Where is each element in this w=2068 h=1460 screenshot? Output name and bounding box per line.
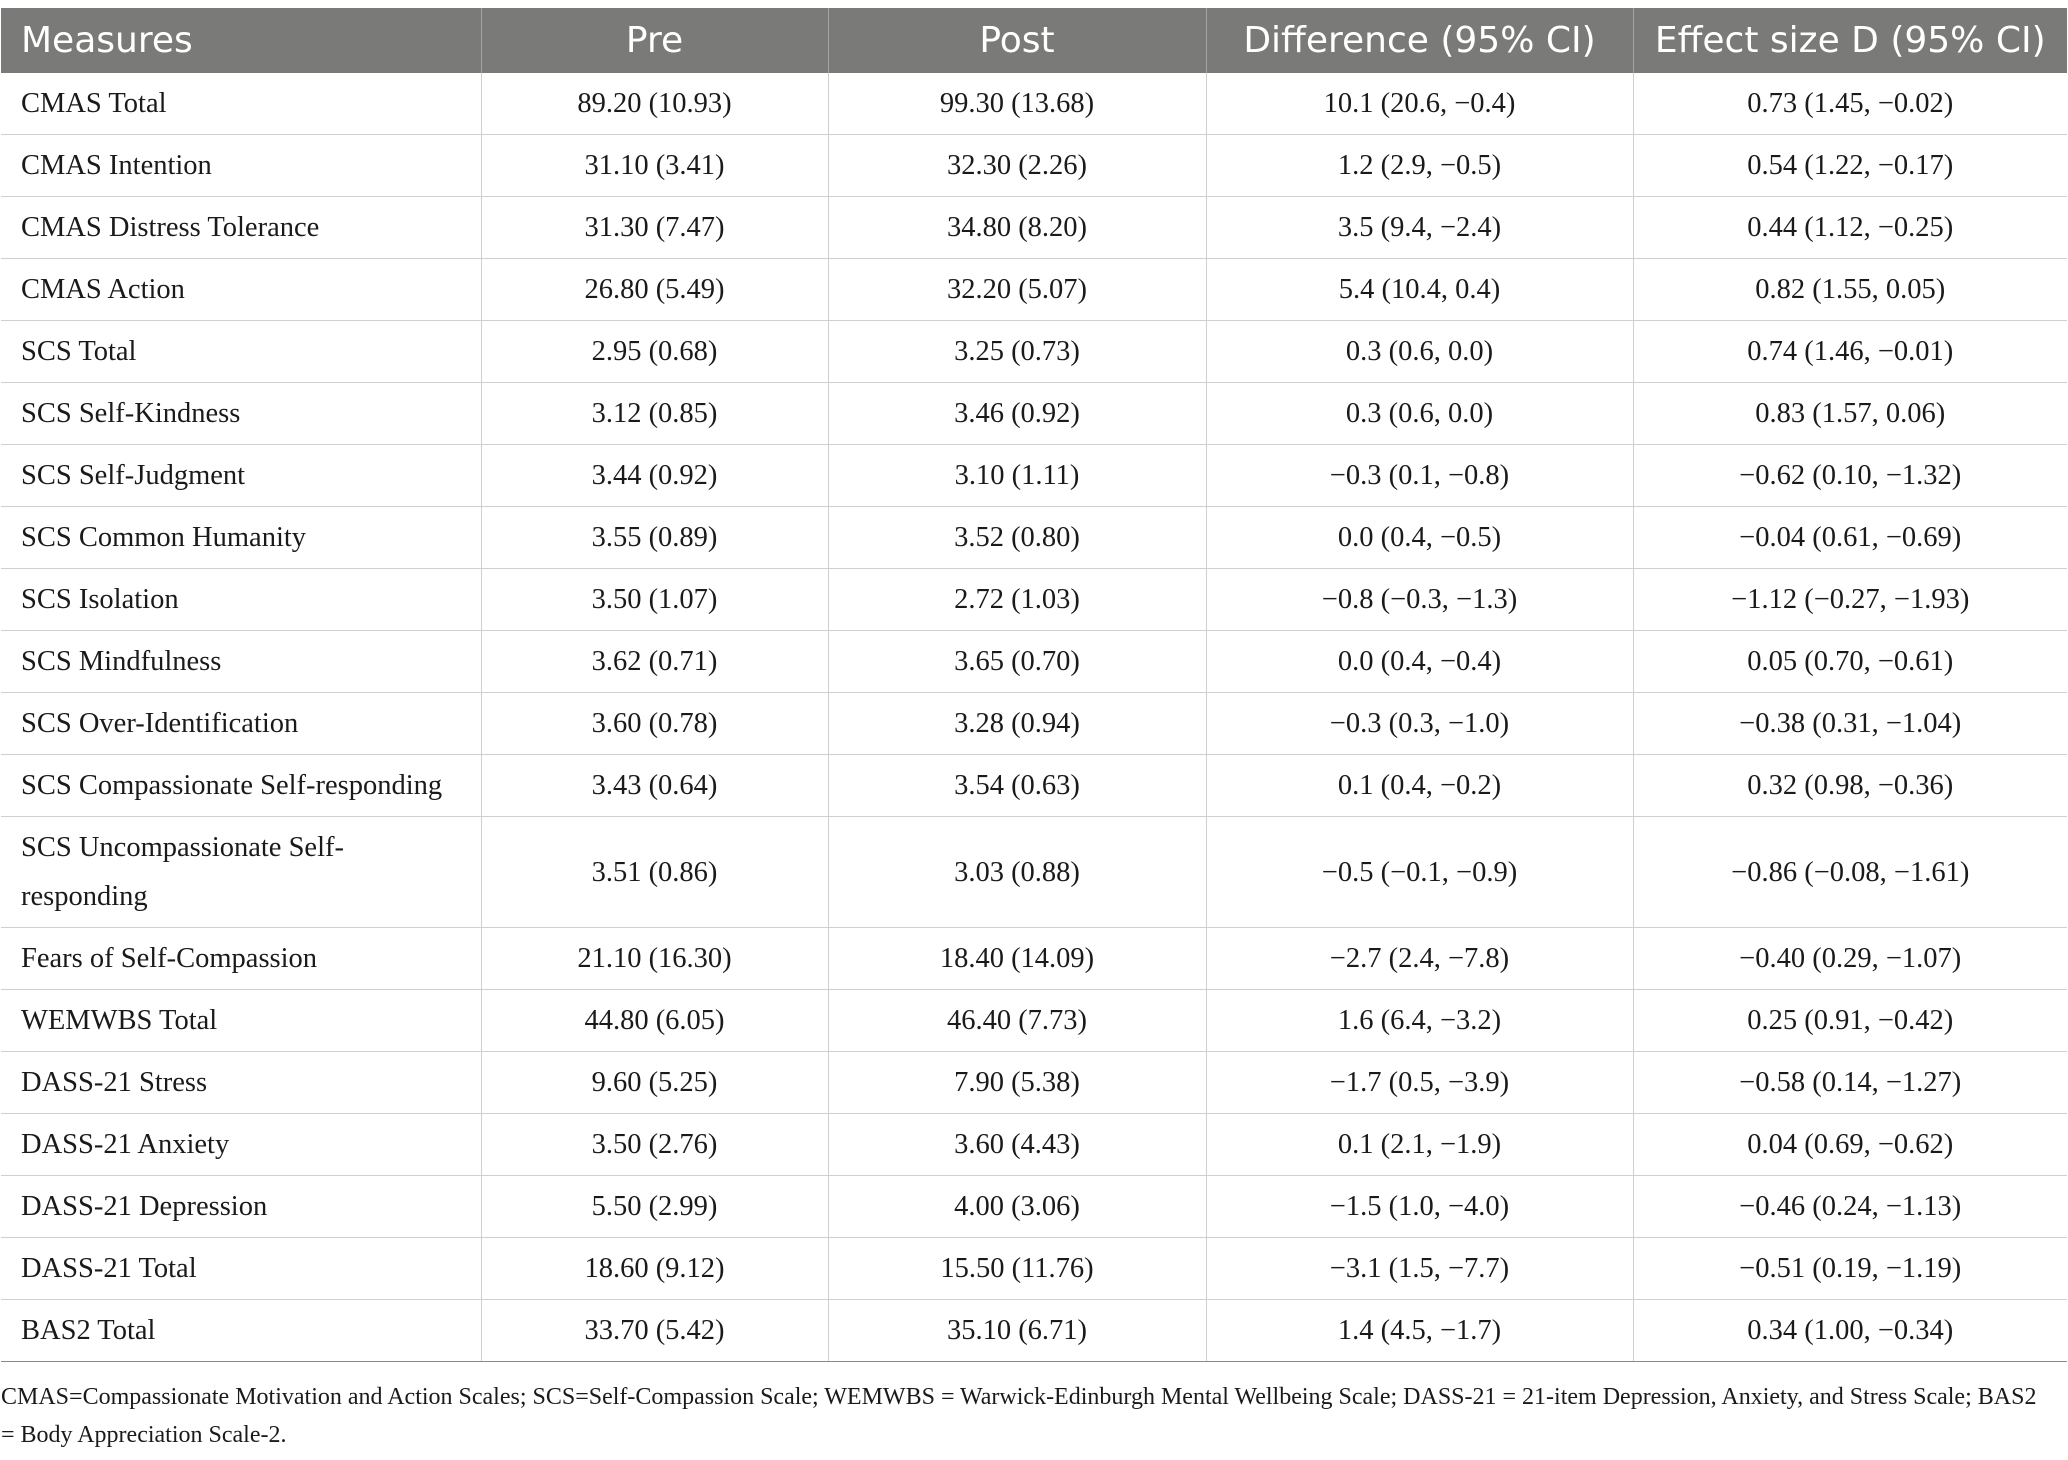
results-table [1, 8, 2067, 1362]
pre-cell: 3.62 (0.71) [481, 631, 828, 693]
measure-cell: CMAS Action [1, 259, 481, 321]
post-cell: 15.50 (11.76) [828, 1238, 1206, 1300]
post-cell: 99.30 (13.68) [828, 73, 1206, 135]
measure-cell: SCS Self-Judgment [1, 445, 481, 507]
difference-cell: −0.3 (0.3, −1.0) [1206, 693, 1633, 755]
table-row [1, 1300, 2067, 1362]
table-row [1, 631, 2067, 693]
table-header [1, 8, 2067, 73]
difference-cell: 0.1 (2.1, −1.9) [1206, 1114, 1633, 1176]
pre-cell: 18.60 (9.12) [481, 1238, 828, 1300]
header-measures: Measures [1, 8, 481, 73]
effect-size-cell: −1.12 (−0.27, −1.93) [1633, 569, 2067, 631]
post-cell: 3.25 (0.73) [828, 321, 1206, 383]
measure-cell: SCS Total [1, 321, 481, 383]
header-difference: Difference (95% CI) [1206, 8, 1633, 73]
pre-cell: 3.60 (0.78) [481, 693, 828, 755]
table-row [1, 1238, 2067, 1300]
difference-cell: 1.6 (6.4, −3.2) [1206, 990, 1633, 1052]
table-row [1, 259, 2067, 321]
measure-cell: SCS Compassionate Self-responding [1, 755, 481, 817]
measure-cell: DASS-21 Anxiety [1, 1114, 481, 1176]
table-row [1, 928, 2067, 990]
difference-cell: 1.4 (4.5, −1.7) [1206, 1300, 1633, 1362]
table-row [1, 507, 2067, 569]
table-row [1, 445, 2067, 507]
header-row [1, 8, 2067, 73]
table-row [1, 990, 2067, 1052]
effect-size-cell: −0.58 (0.14, −1.27) [1633, 1052, 2067, 1114]
post-cell: 3.65 (0.70) [828, 631, 1206, 693]
difference-cell: −2.7 (2.4, −7.8) [1206, 928, 1633, 990]
results-table-container [1, 8, 2067, 1362]
post-cell: 3.54 (0.63) [828, 755, 1206, 817]
post-cell: 3.60 (4.43) [828, 1114, 1206, 1176]
pre-cell: 33.70 (5.42) [481, 1300, 828, 1362]
effect-size-cell: 0.54 (1.22, −0.17) [1633, 135, 2067, 197]
effect-size-cell: −0.86 (−0.08, −1.61) [1633, 817, 2067, 928]
table-row [1, 197, 2067, 259]
measure-cell: SCS Over-Identification [1, 693, 481, 755]
difference-cell: 3.5 (9.4, −2.4) [1206, 197, 1633, 259]
pre-cell: 9.60 (5.25) [481, 1052, 828, 1114]
difference-cell: 10.1 (20.6, −0.4) [1206, 73, 1633, 135]
header-pre: Pre [481, 8, 828, 73]
pre-cell: 3.12 (0.85) [481, 383, 828, 445]
effect-size-cell: −0.51 (0.19, −1.19) [1633, 1238, 2067, 1300]
difference-cell: 1.2 (2.9, −0.5) [1206, 135, 1633, 197]
pre-cell: 3.51 (0.86) [481, 817, 828, 928]
pre-cell: 26.80 (5.49) [481, 259, 828, 321]
pre-cell: 31.30 (7.47) [481, 197, 828, 259]
difference-cell: 0.0 (0.4, −0.5) [1206, 507, 1633, 569]
header-effect-size: Effect size D (95% CI) [1633, 8, 2067, 73]
measure-cell: SCS Common Humanity [1, 507, 481, 569]
difference-cell: 0.3 (0.6, 0.0) [1206, 383, 1633, 445]
post-cell: 18.40 (14.09) [828, 928, 1206, 990]
post-cell: 3.10 (1.11) [828, 445, 1206, 507]
pre-cell: 5.50 (2.99) [481, 1176, 828, 1238]
measure-cell: DASS-21 Total [1, 1238, 481, 1300]
measure-cell: DASS-21 Stress [1, 1052, 481, 1114]
effect-size-cell: −0.38 (0.31, −1.04) [1633, 693, 2067, 755]
effect-size-cell: 0.32 (0.98, −0.36) [1633, 755, 2067, 817]
post-cell: 32.20 (5.07) [828, 259, 1206, 321]
measure-cell: DASS-21 Depression [1, 1176, 481, 1238]
difference-cell: −1.5 (1.0, −4.0) [1206, 1176, 1633, 1238]
effect-size-cell: 0.34 (1.00, −0.34) [1633, 1300, 2067, 1362]
measure-cell: CMAS Intention [1, 135, 481, 197]
table-row [1, 135, 2067, 197]
effect-size-cell: 0.73 (1.45, −0.02) [1633, 73, 2067, 135]
post-cell: 46.40 (7.73) [828, 990, 1206, 1052]
measure-cell: SCS Uncompassionate Self-responding [1, 817, 481, 928]
post-cell: 3.52 (0.80) [828, 507, 1206, 569]
table-row [1, 1176, 2067, 1238]
table-row [1, 755, 2067, 817]
pre-cell: 21.10 (16.30) [481, 928, 828, 990]
table-row [1, 1052, 2067, 1114]
measure-cell: SCS Mindfulness [1, 631, 481, 693]
measure-cell: CMAS Distress Tolerance [1, 197, 481, 259]
table-footnote: CMAS=Compassionate Motivation and Action Scales; SCS=Self-Compassion Scale; WEMWBS = Warwick-Edinburgh Mental Wellbeing Scale; DASS-21 = 21-item Depression, Anxiety, and Stress Scale; BAS2 = Body Appreciation Scale-2. [1, 1384, 2037, 1448]
effect-size-cell: 0.83 (1.57, 0.06) [1633, 383, 2067, 445]
effect-size-cell: −0.46 (0.24, −1.13) [1633, 1176, 2067, 1238]
difference-cell: 0.1 (0.4, −0.2) [1206, 755, 1633, 817]
post-cell: 35.10 (6.71) [828, 1300, 1206, 1362]
difference-cell: 0.3 (0.6, 0.0) [1206, 321, 1633, 383]
post-cell: 3.46 (0.92) [828, 383, 1206, 445]
table-row [1, 817, 2067, 928]
post-cell: 7.90 (5.38) [828, 1052, 1206, 1114]
difference-cell: −3.1 (1.5, −7.7) [1206, 1238, 1633, 1300]
pre-cell: 2.95 (0.68) [481, 321, 828, 383]
table-row [1, 693, 2067, 755]
table-row [1, 73, 2067, 135]
effect-size-cell: 0.25 (0.91, −0.42) [1633, 990, 2067, 1052]
difference-cell: −1.7 (0.5, −3.9) [1206, 1052, 1633, 1114]
table-row [1, 1114, 2067, 1176]
post-cell: 4.00 (3.06) [828, 1176, 1206, 1238]
table-row [1, 321, 2067, 383]
effect-size-cell: 0.44 (1.12, −0.25) [1633, 197, 2067, 259]
pre-cell: 31.10 (3.41) [481, 135, 828, 197]
difference-cell: 5.4 (10.4, 0.4) [1206, 259, 1633, 321]
pre-cell: 44.80 (6.05) [481, 990, 828, 1052]
pre-cell: 3.50 (1.07) [481, 569, 828, 631]
header-post: Post [828, 8, 1206, 73]
effect-size-cell: 0.05 (0.70, −0.61) [1633, 631, 2067, 693]
effect-size-cell: 0.74 (1.46, −0.01) [1633, 321, 2067, 383]
table-row [1, 569, 2067, 631]
difference-cell: 0.0 (0.4, −0.4) [1206, 631, 1633, 693]
pre-cell: 89.20 (10.93) [481, 73, 828, 135]
table-body [1, 73, 2067, 1362]
effect-size-cell: −0.04 (0.61, −0.69) [1633, 507, 2067, 569]
measure-cell: SCS Isolation [1, 569, 481, 631]
difference-cell: −0.5 (−0.1, −0.9) [1206, 817, 1633, 928]
post-cell: 3.28 (0.94) [828, 693, 1206, 755]
post-cell: 2.72 (1.03) [828, 569, 1206, 631]
measure-cell: Fears of Self-Compassion [1, 928, 481, 990]
post-cell: 3.03 (0.88) [828, 817, 1206, 928]
pre-cell: 3.50 (2.76) [481, 1114, 828, 1176]
pre-cell: 3.43 (0.64) [481, 755, 828, 817]
pre-cell: 3.55 (0.89) [481, 507, 828, 569]
post-cell: 32.30 (2.26) [828, 135, 1206, 197]
measure-cell: SCS Self-Kindness [1, 383, 481, 445]
effect-size-cell: −0.62 (0.10, −1.32) [1633, 445, 2067, 507]
measure-cell: WEMWBS Total [1, 990, 481, 1052]
effect-size-cell: 0.82 (1.55, 0.05) [1633, 259, 2067, 321]
effect-size-cell: 0.04 (0.69, −0.62) [1633, 1114, 2067, 1176]
difference-cell: −0.8 (−0.3, −1.3) [1206, 569, 1633, 631]
pre-cell: 3.44 (0.92) [481, 445, 828, 507]
post-cell: 34.80 (8.20) [828, 197, 1206, 259]
measure-cell: BAS2 Total [1, 1300, 481, 1362]
difference-cell: −0.3 (0.1, −0.8) [1206, 445, 1633, 507]
table-row [1, 383, 2067, 445]
measure-cell: CMAS Total [1, 73, 481, 135]
effect-size-cell: −0.40 (0.29, −1.07) [1633, 928, 2067, 990]
